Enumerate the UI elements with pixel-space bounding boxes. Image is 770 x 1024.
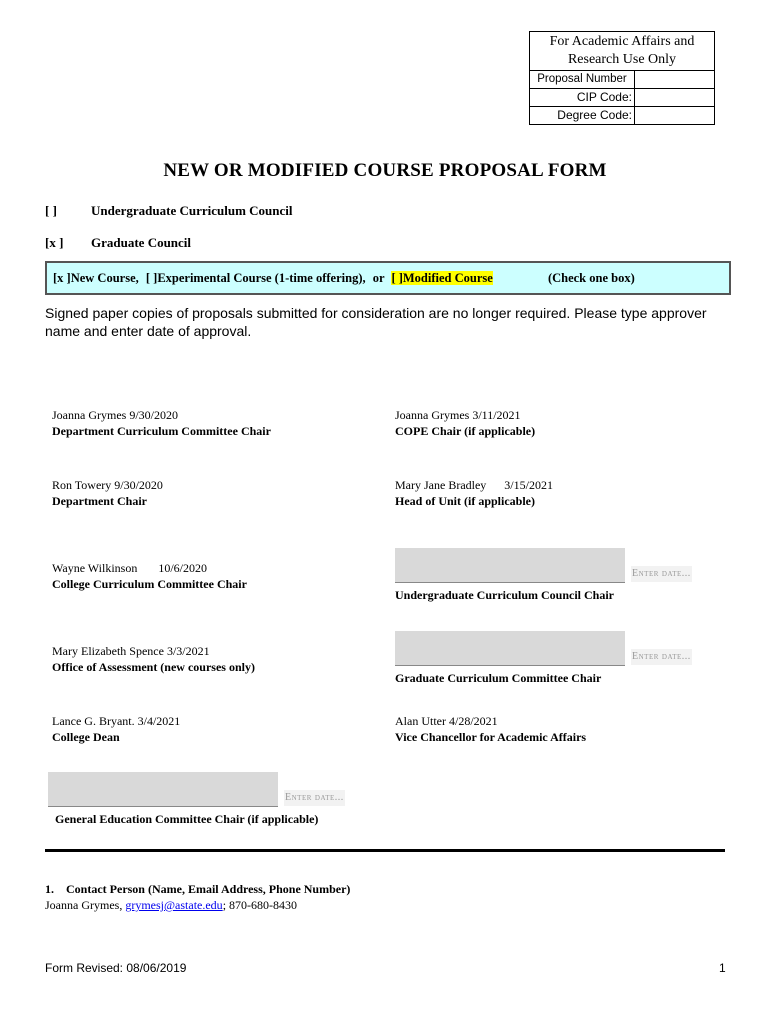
signature-dept-chair [52, 477, 163, 509]
degree-code-label: Degree Code: [530, 107, 635, 124]
date-picker[interactable]: Enter date... [631, 649, 692, 665]
approver-role: Vice Chancellor for Academic Affairs [395, 730, 587, 744]
date-picker[interactable]: Enter date... [631, 566, 692, 582]
council-graduate[interactable] [45, 235, 191, 251]
approver-name-date[interactable]: Lance G. Bryant. 3/4/2021 [52, 714, 181, 728]
approver-role: Graduate Curriculum Committee Chair [395, 671, 602, 685]
signature-input[interactable] [395, 631, 625, 666]
undergraduate-council-label: Undergraduate Curriculum Council [91, 203, 293, 218]
cip-code-field[interactable] [635, 89, 714, 106]
signature-input[interactable] [48, 772, 278, 807]
signature-college-dean [52, 713, 180, 745]
new-course-option[interactable]: [x ]New Course, [53, 271, 139, 285]
signature-vice-chancellor [395, 713, 586, 745]
signature-gcc-chair [395, 631, 715, 686]
approver-role: Department Curriculum Committee Chair [52, 424, 271, 438]
graduate-council-label: Graduate Council [91, 235, 192, 250]
council-undergraduate[interactable] [45, 203, 293, 219]
course-type-selector [45, 261, 731, 295]
approver-name-date[interactable]: Joanna Grymes 3/11/2021 [395, 408, 521, 422]
approver-role: Department Chair [52, 494, 147, 508]
admin-row-proposal-number [530, 71, 714, 89]
contact-email-link[interactable]: grymesj@astate.edu [125, 898, 223, 912]
undergraduate-checkbox[interactable]: [ ] [45, 203, 57, 218]
signature-input[interactable] [395, 548, 625, 583]
check-one-hint: (Check one box) [547, 271, 635, 285]
admin-row-cip-code [530, 89, 714, 107]
signature-cope-chair [395, 407, 535, 439]
approver-name-date[interactable]: Joanna Grymes 9/30/2020 [52, 408, 178, 422]
experimental-course-option[interactable]: [ ]Experimental Course (1-time offering), [145, 271, 366, 285]
page-number: 1 [719, 961, 726, 975]
signature-gen-ed-chair [48, 772, 368, 827]
approver-name-date[interactable]: Ron Towery 9/30/2020 [52, 478, 163, 492]
admin-use-box [529, 31, 715, 125]
signature-ucc-chair [395, 548, 715, 603]
approver-role: College Dean [52, 730, 120, 744]
instructions-text: Signed paper copies of proposals submitted for consideration are no longer required. Please type approver name and enter date of approval. [45, 305, 707, 339]
contact-heading: 1. Contact Person (Name, Email Address, Phone Number) [45, 882, 351, 896]
degree-code-field[interactable] [635, 107, 714, 124]
contact-phone: ; 870-680-8430 [222, 898, 298, 912]
approver-role: Head of Unit (if applicable) [395, 494, 535, 508]
signature-dept-curriculum-chair [52, 407, 271, 439]
approver-name-date[interactable]: Mary Elizabeth Spence 3/3/2021 [52, 644, 210, 658]
signature-college-curriculum-chair [52, 560, 247, 592]
form-revised-note: Form Revised: 08/06/2019 [45, 961, 187, 975]
modified-course-option[interactable]: [ ]Modified Course [391, 271, 493, 285]
signature-head-of-unit [395, 477, 553, 509]
admin-box-header: For Academic Affairs and Research Use Only [530, 32, 714, 71]
approver-role: Office of Assessment (new courses only) [52, 660, 255, 674]
approver-role: Undergraduate Curriculum Council Chair [395, 588, 614, 602]
approver-role: General Education Committee Chair (if applicable) [55, 812, 319, 826]
proposal-number-field[interactable] [635, 71, 714, 88]
approver-name-date[interactable]: Wayne Wilkinson 10/6/2020 [52, 561, 207, 575]
cip-code-label: CIP Code: [530, 89, 635, 106]
approver-name-date[interactable]: Mary Jane Bradley 3/15/2021 [395, 478, 553, 492]
section-divider [45, 849, 725, 852]
contact-info [45, 898, 297, 913]
form-title: NEW OR MODIFIED COURSE PROPOSAL FORM [163, 160, 607, 181]
approver-role: College Curriculum Committee Chair [52, 577, 247, 591]
admin-row-degree-code [530, 107, 714, 124]
graduate-checkbox[interactable]: [x ] [45, 235, 64, 250]
approver-role: COPE Chair (if applicable) [395, 424, 536, 438]
or-label: or [372, 271, 385, 285]
proposal-number-label: Proposal Number [530, 71, 635, 88]
signature-office-assessment [52, 643, 255, 675]
date-picker[interactable]: Enter date... [284, 790, 345, 806]
approver-name-date[interactable]: Alan Utter 4/28/2021 [395, 714, 498, 728]
contact-name: Joanna Grymes, [45, 898, 123, 912]
